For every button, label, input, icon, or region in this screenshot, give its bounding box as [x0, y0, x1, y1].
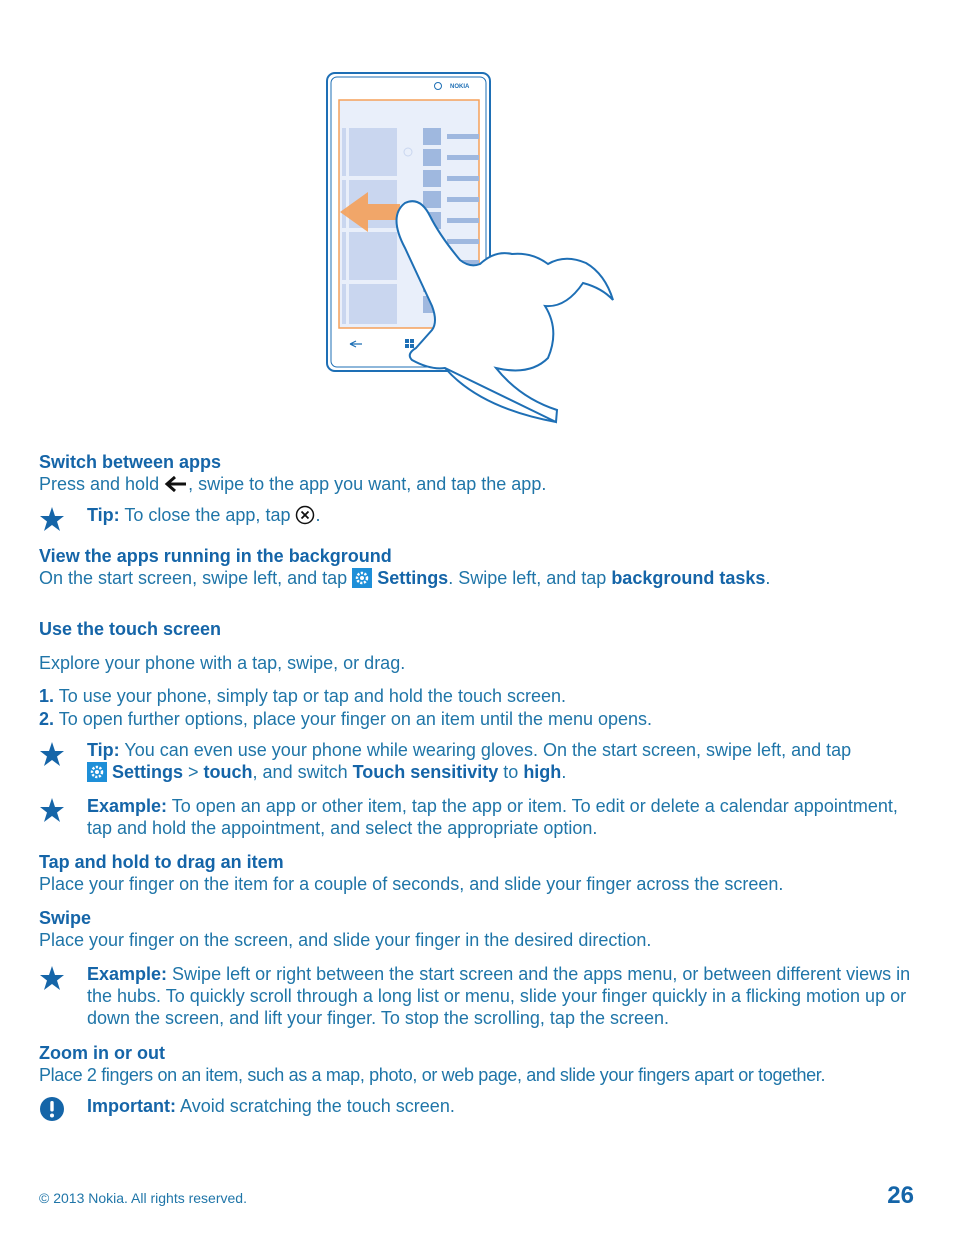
section-drag: [39, 851, 919, 895]
example-open-app: Example: To open an app or other item, tap the app or item. To edit or delete a calendar appointment, tap and hold the appointment, and select the appropriate option.: [87, 796, 898, 838]
tip-star-icon: [39, 506, 65, 532]
tip-gloves: Tip: You can even use your phone while wearing gloves. On the start screen, swipe left, and tap Settings > touch, and switch Touch sensitivity to high.: [87, 740, 852, 782]
important-note: Important: Avoid scratching the touch screen.: [87, 1096, 455, 1116]
heading-drag: Tap and hold to drag an item: [39, 852, 284, 872]
swipe-text: Place your finger on the screen, and slide your finger in the desired direction.: [39, 930, 652, 950]
important-icon: [39, 1096, 65, 1122]
drag-text: Place your finger on the item for a couple of seconds, and slide your finger across the screen.: [39, 874, 784, 894]
tip-close-app: Tip: To close the app, tap .: [87, 505, 321, 525]
switch-apps-text: Press and hold , swipe to the app you want, and tap the app.: [39, 474, 547, 494]
section-zoom: [39, 1042, 919, 1086]
heading-zoom: Zoom in or out: [39, 1043, 165, 1063]
section-touch-screen: [39, 618, 919, 640]
section-background-apps: [39, 545, 919, 589]
close-icon: [295, 505, 315, 525]
background-text: On the start screen, swipe left, and tap Settings. Swipe left, and tap background tasks.: [39, 568, 771, 588]
example-star-icon: [39, 965, 65, 991]
phone-brand: NOKIA: [450, 84, 470, 90]
step-1: 1. To use your phone, simply tap or tap and hold the touch screen.: [39, 686, 567, 706]
settings-icon: [87, 762, 107, 782]
step-2: 2. To open further options, place your finger on an item until the menu opens.: [39, 709, 653, 729]
page-number: 26: [887, 1182, 914, 1209]
heading-background: View the apps running in the background: [39, 546, 392, 566]
back-arrow-icon: [164, 474, 188, 494]
touch-steps: [39, 685, 919, 730]
example-star-icon: [39, 797, 65, 823]
section-swipe: [39, 907, 919, 951]
example-swipe: Example: Swipe left or right between the start screen and the apps menu, or between different views in the hubs. To quickly scroll through a long list or menu, slide your finger quickly in a flicking motion up or down the screen, and lift your finger. To stop the scrolling, tap the screen.: [87, 964, 911, 1028]
touch-intro: Explore your phone with a tap, swipe, or drag.: [39, 653, 406, 673]
heading-touch-screen: Use the touch screen: [39, 619, 222, 639]
copyright: © 2013 Nokia. All rights reserved.: [39, 1190, 247, 1206]
heading-switch-apps: Switch between apps: [39, 452, 222, 472]
settings-icon: [352, 568, 372, 588]
tip-star-icon: [39, 741, 65, 767]
section-switch-apps: [39, 451, 919, 495]
phone-swipe-illustration: [320, 68, 620, 428]
zoom-text: Place 2 fingers on an item, such as a map, photo, or web page, and slide your fingers apart or together.: [39, 1065, 826, 1085]
heading-swipe: Swipe: [39, 908, 92, 928]
